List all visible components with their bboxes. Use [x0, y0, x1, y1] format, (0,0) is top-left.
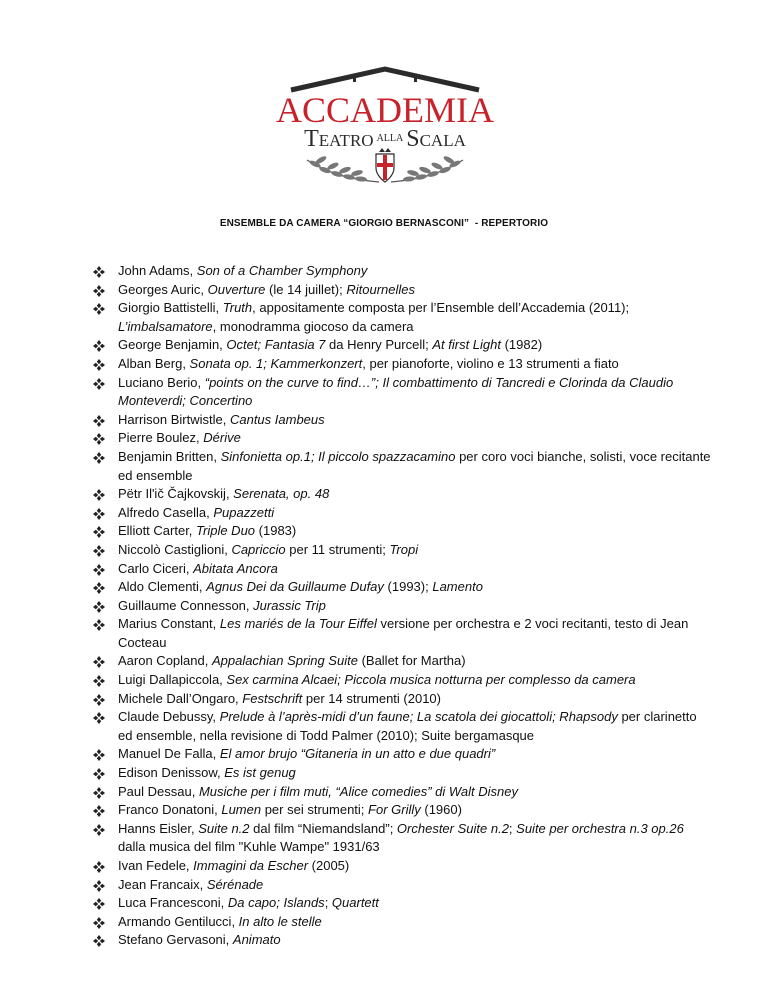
entry-text: (1993);: [383, 579, 433, 595]
entry-text: Alfredo Casella,: [118, 504, 214, 520]
work-title: Sonata op. 1; Kammerkonzert: [189, 355, 363, 371]
page-title: ENSEMBLE DA CAMERA “GIORGIO BERNASCONI” - REPERTORIO: [219, 218, 549, 229]
work-title: Immagini da Escher: [193, 858, 309, 873]
diamond-cluster-icon: [93, 355, 107, 373]
list-item: [93, 764, 713, 783]
entry-text: Luca Francesconi,: [118, 895, 228, 911]
entry-text: Giorgio Battistelli,: [118, 300, 223, 316]
list-item: [93, 671, 713, 690]
diamond-cluster-icon: [93, 262, 107, 280]
milan-shield-icon: [376, 148, 394, 182]
entry-text: Benjamin Britten,: [118, 448, 221, 464]
entry-text: (le 14 juillet);: [265, 281, 347, 297]
diamond-cluster-icon: [93, 578, 107, 596]
list-item: [93, 355, 713, 374]
entry-text: Aldo Clementi,: [118, 579, 207, 595]
entry-text: Pëtr Il'ič Čajkovskij,: [118, 486, 234, 502]
work-title: Quartett: [331, 895, 379, 911]
diamond-cluster-icon: [93, 448, 107, 466]
work-title: Sérénade: [206, 876, 264, 892]
entry-text: George Benjamin,: [118, 337, 227, 353]
list-item: [93, 560, 713, 579]
diamond-cluster-icon: [93, 801, 107, 819]
diamond-cluster-icon: [93, 764, 107, 782]
logo-accademia-text: ACCADEMIA: [275, 90, 495, 130]
work-title: Octet; Fantasia 7: [226, 337, 326, 353]
entry-text: (2005): [308, 858, 350, 873]
work-title: For Grilly: [368, 802, 421, 818]
work-title: Lamento: [432, 579, 483, 595]
list-item: [93, 913, 713, 932]
list-item: [93, 745, 713, 764]
list-item: [93, 597, 713, 616]
list-item: [93, 485, 713, 504]
entry-text: ;: [508, 820, 517, 836]
entry-text: (1983): [255, 523, 297, 539]
list-item: [93, 801, 713, 820]
entry-text: Stefano Gervasoni,: [118, 932, 233, 948]
logo-teatro-text: TEATRO $^{ALLA}$ SCALA: [304, 126, 466, 152]
work-title: L’imbalsamatore: [118, 318, 213, 334]
entry-text: (1982): [500, 337, 543, 353]
list-item: [93, 857, 713, 876]
list-item: [93, 299, 713, 336]
list-item: [93, 708, 713, 745]
work-title: Appalachian Spring Suite: [211, 653, 358, 669]
entry-text: Aaron Copland,: [118, 653, 212, 669]
diamond-cluster-icon: [93, 783, 107, 801]
work-title: Suite per orchestra n.3 op.26: [516, 820, 684, 836]
diamond-cluster-icon: [93, 429, 107, 447]
diamond-cluster-icon: [93, 411, 107, 429]
entry-text: per coro voci bianche, solisti, voce recitante ed ensemble: [118, 448, 711, 483]
diamond-cluster-icon: [93, 374, 107, 392]
diamond-cluster-icon: [93, 820, 107, 838]
entry-text: Niccolò Castiglioni,: [118, 541, 232, 557]
entry-text: Franco Donatoni,: [118, 802, 222, 818]
diamond-cluster-icon: [93, 560, 107, 578]
entry-text: Jean Francaix,: [118, 876, 207, 892]
diamond-cluster-icon: [93, 281, 107, 299]
work-title: Cantus Iambeus: [229, 411, 325, 427]
list-item: [93, 448, 713, 485]
diamond-cluster-icon: [93, 745, 107, 763]
entry-text: Paul Dessau,: [118, 783, 199, 799]
entry-text: dal film “Niemandsland”;: [249, 820, 397, 836]
entry-text: dalla musica del film "Kuhle Wampe" 1931/63: [118, 839, 380, 855]
list-item: [93, 876, 713, 895]
entry-text: Alban Berg,: [118, 355, 190, 371]
work-title: Da capo; Islands: [227, 895, 325, 911]
work-title: Animato: [232, 932, 281, 948]
work-title: Serenata, op. 48: [233, 486, 330, 502]
entry-text: (Ballet for Martha): [357, 653, 466, 669]
entry-text: Pierre Boulez,: [118, 430, 204, 446]
work-title: Es ist genug: [224, 765, 296, 781]
entry-text: Armando Gentilucci,: [118, 913, 239, 929]
work-title: Lumen: [221, 802, 262, 818]
entry-text: ;: [324, 895, 332, 911]
entry-text: Manuel De Falla,: [118, 746, 220, 762]
work-title: Prelude à l’après-midi d’un faune; La scatola dei giocattoli; Rhapsody: [219, 709, 618, 725]
work-title: Dérive: [203, 430, 241, 446]
entry-text: Elliott Carter,: [118, 523, 197, 539]
list-item: [93, 336, 713, 355]
entry-text: Luigi Dallapiccola,: [118, 672, 227, 688]
list-item: [93, 522, 713, 541]
list-item: [93, 690, 713, 709]
list-item: [93, 374, 713, 411]
work-title: “points on the curve to find…”; Il combattimento di Tancredi e Clorinda da Claudio Monteverdi; Concertino: [118, 374, 674, 409]
list-item: [93, 652, 713, 671]
entry-text: Michele Dall’Ongaro,: [118, 690, 243, 706]
diamond-cluster-icon: [93, 913, 107, 931]
diamond-cluster-icon: [93, 522, 107, 540]
entry-text: (1960): [420, 802, 462, 818]
work-title: Ouverture: [207, 281, 266, 297]
diamond-cluster-icon: [93, 894, 107, 912]
work-title: Son of a Chamber Symphony: [196, 263, 368, 278]
list-item: [93, 541, 713, 560]
diamond-cluster-icon: [93, 876, 107, 894]
diamond-cluster-icon: [93, 615, 107, 633]
list-item: [93, 783, 713, 802]
entry-text: Edison Denissow,: [118, 765, 225, 781]
list-item: [93, 931, 713, 950]
diamond-cluster-icon: [93, 690, 107, 708]
work-title: At first Light: [432, 337, 501, 353]
entry-text: Marius Constant,: [118, 616, 220, 632]
entry-text: Carlo Ciceri,: [118, 560, 194, 576]
entry-text: Guillaume Connesson,: [118, 597, 254, 613]
entry-text: , appositamente composta per l’Ensemble dell’Accademia (2011);: [252, 300, 630, 316]
list-item: [93, 504, 713, 523]
diamond-cluster-icon: [93, 541, 107, 559]
diamond-cluster-icon: [93, 857, 107, 875]
work-title: Musiche per i film muti, “Alice comedies” di Walt Disney: [198, 783, 519, 799]
work-title: Triple Duo: [196, 523, 256, 539]
entry-text: John Adams,: [118, 263, 197, 278]
work-title: Truth: [222, 300, 253, 316]
work-title: Abitata Ancora: [193, 560, 278, 576]
entry-text: Harrison Birtwistle,: [118, 411, 230, 427]
diamond-cluster-icon: [93, 708, 107, 726]
entry-text: Claude Debussy,: [118, 709, 220, 725]
work-title: El amor brujo “Gitaneria in un atto e due quadri”: [219, 746, 496, 762]
entry-text: , per pianoforte, violino e 13 strumenti a fiato: [362, 355, 619, 371]
work-title: Sex carmina Alcaei; Piccola musica notturna per complesso da camera: [226, 672, 636, 688]
work-title: Sinfonietta op.1; Il piccolo spazzacamino: [220, 448, 456, 464]
repertoire-list: [93, 262, 713, 950]
list-item: [93, 615, 713, 652]
list-item: [93, 820, 713, 857]
accademia-logo: [275, 64, 495, 188]
entry-text: versione per orchestra e 2 voci recitanti, testo di Jean Cocteau: [118, 616, 689, 650]
entry-text: per clarinetto ed ensemble, nella revisione di Todd Palmer (2010); Suite bergamasque: [118, 709, 697, 743]
entry-text: Ivan Fedele,: [118, 858, 194, 873]
list-item: [93, 411, 713, 430]
list-item: [93, 429, 713, 448]
entry-text: da Henry Purcell;: [325, 337, 433, 353]
entry-text: Hanns Eisler,: [118, 820, 199, 836]
diamond-cluster-icon: [93, 597, 107, 615]
work-title: Capriccio: [231, 541, 286, 557]
diamond-cluster-icon: [93, 931, 107, 949]
work-title: In alto le stelle: [238, 913, 322, 929]
work-title: Les mariés de la Tour Eiffel: [219, 616, 377, 632]
work-title: Tropi: [389, 541, 419, 557]
diamond-cluster-icon: [93, 485, 107, 503]
diamond-cluster-icon: [93, 671, 107, 689]
entry-text: per sei strumenti;: [261, 802, 369, 818]
diamond-cluster-icon: [93, 652, 107, 670]
list-item: [93, 281, 713, 300]
work-title: Ritournelles: [346, 281, 415, 297]
list-item: [93, 262, 713, 281]
work-title: Agnus Dei da Guillaume Dufay: [206, 579, 384, 595]
diamond-cluster-icon: [93, 299, 107, 317]
entry-text: Georges Auric,: [118, 281, 208, 297]
diamond-cluster-icon: [93, 336, 107, 354]
entry-text: per 11 strumenti;: [285, 541, 390, 557]
work-title: Festschrift: [242, 690, 303, 706]
work-title: Orchester Suite n.2: [396, 820, 509, 836]
entry-text: , monodramma giocoso da camera: [212, 318, 414, 334]
diamond-cluster-icon: [93, 504, 107, 522]
work-title: Suite n.2: [198, 820, 250, 836]
work-title: Pupazzetti: [213, 504, 275, 520]
entry-text: per 14 strumenti (2010): [302, 690, 441, 706]
entry-text: Luciano Berio,: [118, 374, 205, 390]
work-title: Jurassic Trip: [253, 597, 326, 613]
list-item: [93, 578, 713, 597]
list-item: [93, 894, 713, 913]
